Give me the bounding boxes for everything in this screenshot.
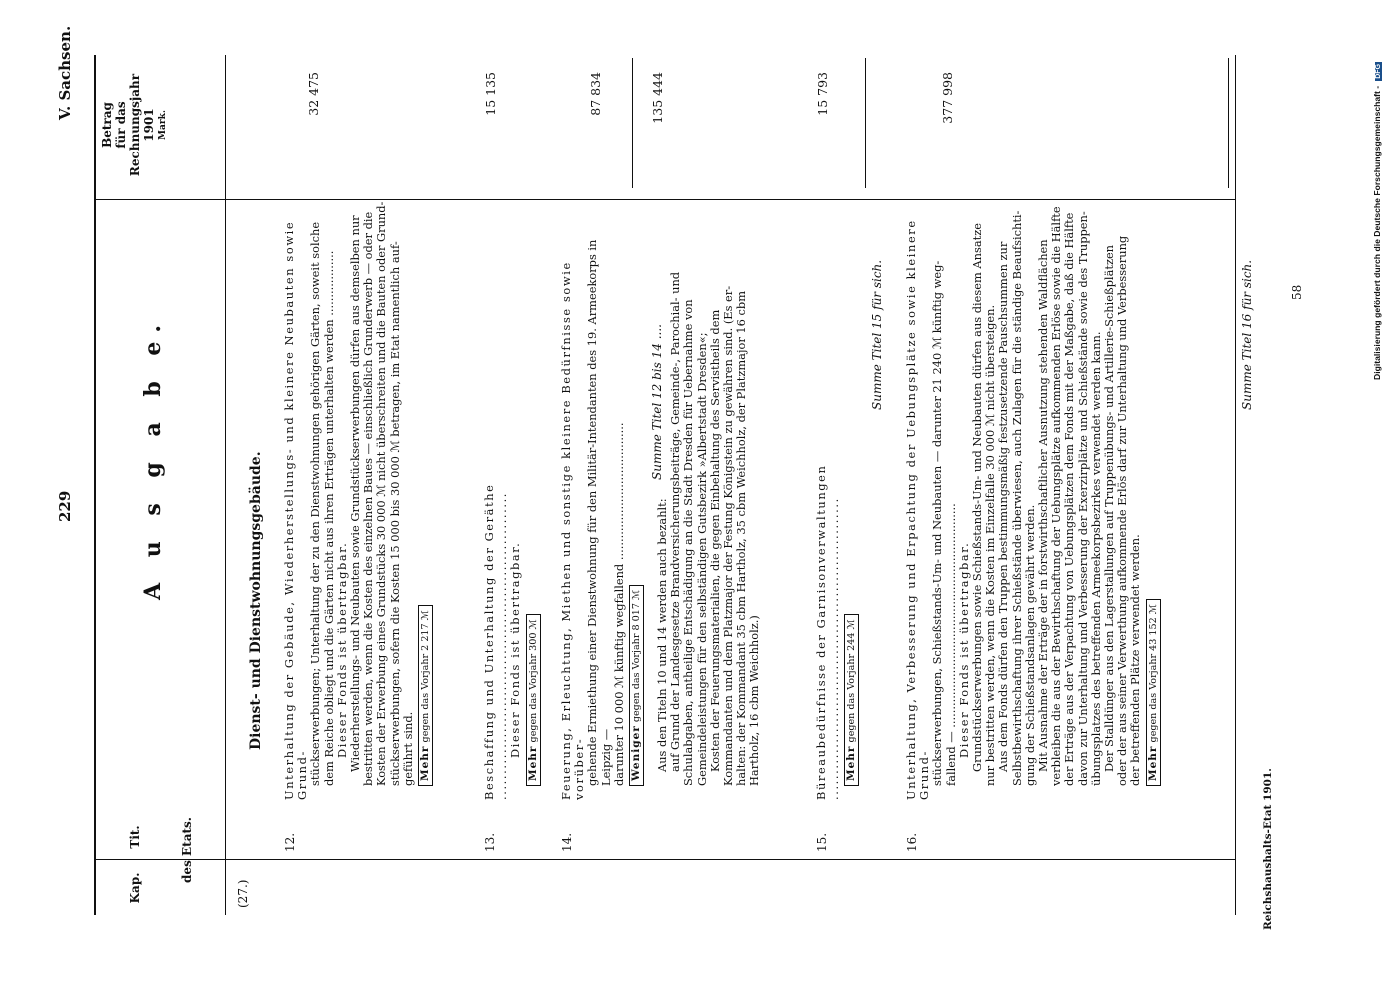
titel-13-number: 13. xyxy=(483,832,497,852)
titel-12-desc-3: Kosten der Erwerbung eines Grundstücks 30 000 ℳ nicht überschreiten und die Bauten oder Grund- xyxy=(374,201,389,786)
titel-14-note-text: gegen das Vorjahr 8 017 ℳ xyxy=(631,589,643,723)
titel-16-fonds: Dieser Fonds ist übertragbar. xyxy=(956,541,971,758)
titel-15-note-text: gegen das Vorjahr 244 ℳ xyxy=(846,619,858,743)
titel-16-note-label: Mehr xyxy=(1146,745,1159,781)
titel-12-note-text: gegen das Vorjahr 2 217 ℳ xyxy=(420,610,432,743)
betrag-line-1: Betrag xyxy=(100,102,114,148)
titel-16-desc-4: Selbstbewirthschaftung ihrer Schießstände überwiesen, auch Zulagen für die ständige Beaufsichti- xyxy=(1009,210,1024,786)
titel-13-fonds: Dieser Fonds ist übertragbar. xyxy=(508,541,523,758)
summe-16-rule xyxy=(1228,58,1229,188)
titel-13-text xyxy=(483,200,541,800)
titel-14-number: 14. xyxy=(560,832,574,852)
footer-page-number: 58 xyxy=(1290,284,1304,300)
titel-14-note xyxy=(629,585,644,786)
summe-16-label: Summe Titel 16 für sich. xyxy=(1240,259,1254,410)
titel-16-line-3: fallend — .............................................................. xyxy=(943,503,958,786)
digitization-text: Digitalisierung gefördert durch die Deutsche Forschungsgemeinschaft - xyxy=(1372,85,1382,380)
titel-12-desc-2: bestritten werden, wenn die Kosten des einzelnen Baues — einschließlich Grunderwerb — oder die xyxy=(361,211,376,786)
section-subheading: Dienst- und Dienstwohnungsgebäude. xyxy=(248,451,264,750)
titel-14-aus-7: halten: der Kommandant 35 cbm Hartholz, 35 cbm Weichholz, der Platzmajor 16 cbm xyxy=(734,291,749,786)
betrag-line-2: für das xyxy=(114,101,128,149)
titel-16-note-text: gegen das Vorjahr 43 152 ℳ xyxy=(1147,603,1159,743)
titel-12-line-3: dem Reiche obliegt und die Gärten nicht aus ihren Erträgen unterhalten werden .................. xyxy=(321,250,336,786)
betrag-line-4: 1901 xyxy=(142,108,156,142)
footer-reichshaushalt: Reichshaushalts-Etat 1901. xyxy=(1262,768,1274,930)
titel-12-desc-1: Wiederherstellungs- und Neubauten sowie Grundstückserwerbungen dürfen aus demselben nur xyxy=(348,215,363,772)
page-number: 229 xyxy=(56,490,74,522)
titel-16-desc-10: übungsplatzes des betreffenden Armeekorpsbezirkes verwendet werden kann. xyxy=(1088,331,1103,786)
kap-value: (27.) xyxy=(236,879,250,908)
titel-12-desc-5: geführt sind. xyxy=(400,711,415,786)
region-heading: V. Sachsen. xyxy=(56,25,74,120)
table-bottom-rule xyxy=(1235,55,1236,915)
summe-12-14-amount: 135 444 xyxy=(650,72,665,124)
titel-15-line-1: Büreaubedürfnisse der Garnisonverwaltungen .......................................................... xyxy=(814,464,842,800)
titel-16-desc-1: Grundstückserwerbungen sowie Schießstands-Um- und Neubauten dürfen aus diesem Ansatze xyxy=(970,223,985,772)
dfg-logo: DFG xyxy=(1375,63,1382,79)
titel-16-line-1: Unterhaltung, Verbesserung und Erpachtung der Uebungsplätze sowie kleinere Grund- xyxy=(904,219,932,800)
titel-14-line-1: Feuerung, Erleuchtung, Miethen und sonstige kleinere Bedürfnisse sowie vorüber- xyxy=(559,261,587,800)
col-rule-kap-tit xyxy=(94,859,1235,860)
titel-12-note-label: Mehr xyxy=(419,745,432,781)
titel-16-desc-6: Mit Ausnahme der Erträge der in forstwirthschaftlicher Ausnutzung stehenden Waldflächen xyxy=(1036,239,1051,772)
summe-15-rule xyxy=(865,58,866,188)
titel-16-line-2: stückserwerbungen, Schießstands-Um- und Neubauten — darunter 21 240 ℳ künftig weg- xyxy=(930,260,945,786)
titel-14-aus-5: Kosten der Feuerungsmaterialien, die gegen Einbehaltung des Servistheils dem xyxy=(707,309,722,772)
titel-13-note-text: gegen das Vorjahr 300 ℳ xyxy=(527,619,539,743)
titel-12-number: 12. xyxy=(283,832,297,852)
titel-16-note xyxy=(1146,599,1161,786)
betrag-line-3: Rechnungsjahr xyxy=(128,73,142,177)
titel-16-desc-3: Aus dem Fonds dürfen den Truppen bestimmungsmäßig festzusetzende Pauschsummen zur xyxy=(996,241,1011,772)
titel-14-note-label: Weniger xyxy=(630,725,643,781)
titel-16-desc-7: verbleiben die aus der Bewirthschaftung der Uebungsplätze aufkommenden Erlöse sowie die Hälfte xyxy=(1049,206,1064,786)
betrag-unit: Mark. xyxy=(158,110,168,140)
titel-12-line-1: Unterhaltung der Gebäude, Wiederherstellungs- und kleinere Neubauten sowie Grund- xyxy=(282,220,310,800)
titel-14-text xyxy=(560,200,762,800)
titel-16-amount: 377 998 xyxy=(940,72,955,124)
header-tit: Tit. xyxy=(128,825,142,849)
summe-15-label: Summe Titel 15 für sich. xyxy=(870,259,884,410)
summe-12-14-rule xyxy=(632,58,633,188)
titel-12-text xyxy=(283,200,433,800)
titel-15-text xyxy=(815,200,859,800)
titel-16-text xyxy=(905,200,1161,800)
titel-16-number: 16. xyxy=(905,832,919,852)
titel-14-aus-6: Kommandanten und dem Platzmajor der Festung Königstein zu gewähren sind. (Es er- xyxy=(721,285,736,786)
titel-14-aus-1: Aus den Titeln 10 und 14 werden auch bezahlt: xyxy=(655,498,670,772)
titel-16-desc-9: davon zur Unterhaltung und Verbesserung der Exerzirplätze und Schießstände sowie des Truppen- xyxy=(1075,211,1090,786)
titel-12-fonds: Dieser Fonds ist übertragbar. xyxy=(334,541,349,758)
titel-15-note xyxy=(844,614,859,786)
titel-16-desc-2: nur bestritten werden, wenn die Kosten im Einzelfalle 30 000 ℳ nicht übersteigen. xyxy=(983,304,998,786)
table-top-rule xyxy=(94,55,96,915)
titel-16-desc-8: der Erträge aus der Verpachtung von Uebungsplätzen dem Fonds mit der Maßgabe, daß die Hälfte xyxy=(1062,212,1077,786)
titel-16-desc-5: gung der Schießstandsanlagen gewährt werden. xyxy=(1022,504,1037,786)
titel-12-note xyxy=(418,605,433,786)
titel-14-line-2: gehende Ermiethung einer Dienstwohnung für den Militär-Intendanten des 19. Armeekorps in Leipzig — xyxy=(585,239,613,786)
titel-14-aus-2: auf Grund der Landesgesetze Brandversicherungsbeiträge, Gemeinde-, Parochial- und xyxy=(668,271,683,772)
titel-12-line-2: stückserwerbungen; Unterhaltung der zu den Dienstwohnungen gehörigen Gärten, soweit solche xyxy=(308,221,323,786)
header-rule xyxy=(225,55,226,915)
titel-13-line-1: Beschaffung und Unterhaltung der Geräthe ........................................................... xyxy=(482,483,510,800)
titel-16-desc-13: der betreffenden Plätze verwendet werden. xyxy=(1128,534,1143,786)
titel-12-desc-4: stückserwerbungen, sofern die Kosten 15 000 bis 30 000 ℳ betragen, im Etat namentlich auf- xyxy=(387,241,402,786)
header-des-etats: des Etats. xyxy=(180,817,194,883)
summe-12-14-label: Summe Titel 12 bis 14 .... xyxy=(650,324,664,480)
titel-13-amount: 15 135 xyxy=(483,72,498,116)
digitization-credit xyxy=(1365,62,1383,380)
titel-14-aus-4: Gemeindeleistungen für den selbständigen Gutsbezirk »Albertstadt Dresden«; xyxy=(694,332,709,786)
header-kap: Kap. xyxy=(128,872,142,904)
titel-16-desc-11: Der Stalldünger aus den Lagerstallungen auf Truppenübungs- und Artillerie-Schießplätzen xyxy=(1102,244,1117,772)
titel-15-number: 15. xyxy=(815,832,829,852)
header-betrag xyxy=(100,50,170,200)
titel-16-desc-12: oder der aus seiner Verwerthung aufkommende Erlös darf zur Unterhaltung und Verbesserung xyxy=(1115,235,1130,786)
titel-13-note-label: Mehr xyxy=(526,745,539,781)
titel-15-amount: 15 793 xyxy=(815,72,830,116)
titel-12-amount: 32 475 xyxy=(306,72,321,116)
titel-14-aus-8: Hartholz, 16 cbm Weichholz.) xyxy=(747,615,762,786)
titel-15-note-label: Mehr xyxy=(845,745,858,781)
titel-14-line-3: darunter 10 000 ℳ künftig wegfallend ...................................... xyxy=(611,422,626,786)
section-title: A u s g a b e. xyxy=(140,315,166,600)
titel-14-aus-3: Schulabgaben, antheilige Entschädigung an die Stadt Dresden für Uebernahme von xyxy=(681,299,696,786)
titel-14-amount: 87 834 xyxy=(588,72,603,116)
titel-13-note xyxy=(526,614,541,786)
